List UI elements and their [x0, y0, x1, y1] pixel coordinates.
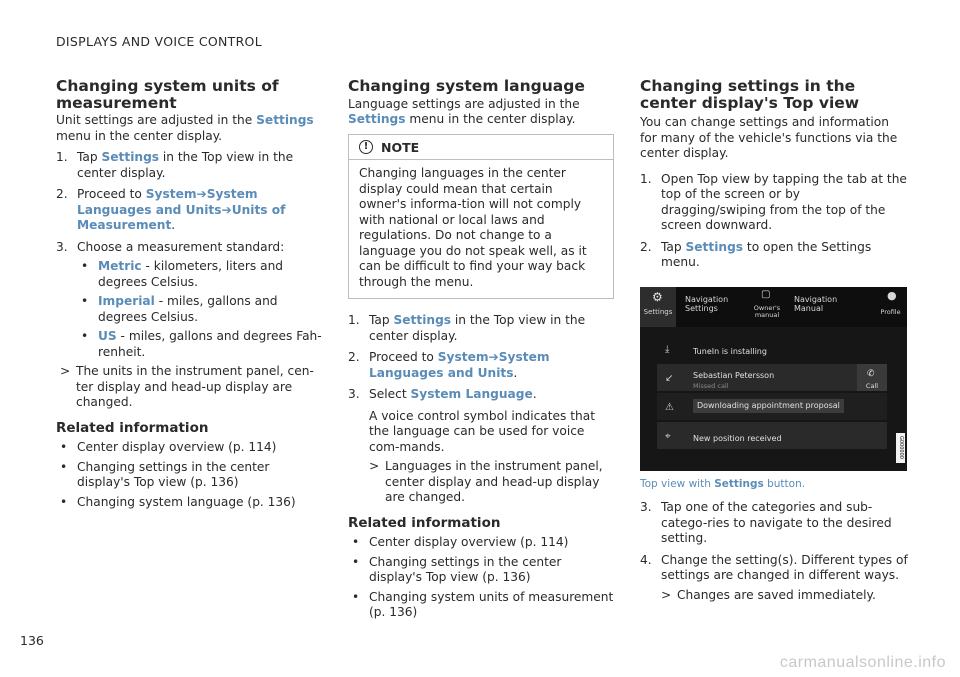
- note-box: [348, 134, 614, 300]
- section-top-view: [640, 78, 908, 603]
- info-icon: !: [359, 140, 373, 154]
- section-units: [56, 78, 326, 510]
- step-1: 1. Tap Settings in the Top view in the center display.: [348, 313, 586, 343]
- step-2: 2. Tap Settings to open the Settings menu.: [640, 239, 872, 269]
- notification-row[interactable]: ⤓ TuneIn is installing: [665, 343, 767, 356]
- option-imperial: • Imperial - miles, gallons and degrees Celsius.: [77, 294, 326, 325]
- section-language: [348, 78, 614, 621]
- note-title: NOTE: [381, 139, 420, 155]
- section-title: Changing settings in the center display's Top view: [640, 77, 860, 112]
- result: > Changes are saved immediately.: [661, 587, 876, 602]
- related-link[interactable]: • Center display overview (p. 114): [56, 440, 326, 456]
- notification-row[interactable]: ⚠ Downloading appointment proposal: [657, 393, 887, 420]
- tab-owners-manual[interactable]: ▢ Owner's manual: [753, 288, 781, 319]
- related-title: Related information: [348, 514, 501, 531]
- result: > The units in the instrument panel, cen-ter display and head-up display are changed.: [60, 364, 314, 409]
- section-title: Changing system units of measurement: [56, 77, 279, 112]
- step-1: 1. Tap Settings in the Top view in the center display.: [56, 150, 294, 180]
- settings-keyword: Settings: [256, 113, 314, 127]
- figure-code: G000000: [896, 433, 905, 463]
- top-view-tabs: [640, 287, 907, 327]
- step-3: 3. Select System Language. A voice control symbol indicates that the language can be used for voice com-mands. > Languages in the instrument panel, center display and head-up display are changed.: [348, 387, 614, 506]
- related-link[interactable]: • Changing system units of measurement (p. 136): [348, 590, 614, 621]
- related-link[interactable]: • Center display overview (p. 114): [348, 535, 614, 551]
- intro: Unit settings are adjusted in the Settings menu in the center display.: [56, 113, 314, 143]
- page-number: 136: [20, 633, 44, 648]
- figure-caption: Top view with Settings button.: [640, 477, 806, 490]
- arrow-icon: ➔: [196, 187, 207, 201]
- warning-icon: ⚠: [665, 401, 674, 413]
- center-display-screenshot: [640, 287, 907, 471]
- step-3: 3. Choose a measurement standard: • Metric - kilometers, liters and degrees Celsius. • Imperial - miles, gallons and degrees Celsius. • US - miles, gallons and degrees Fah-renheit.: [56, 240, 326, 361]
- related-link[interactable]: • Changing settings in the center display's Top view (p. 136): [56, 460, 326, 491]
- missed-call-icon: ↙: [665, 372, 674, 384]
- related-title: Related information: [56, 419, 209, 436]
- arrow-icon: ➔: [488, 350, 499, 364]
- watermark: carmanualsonline.info: [779, 654, 946, 671]
- result: > Languages in the instrument panel, center display and head-up display are changed.: [369, 459, 603, 504]
- tab-navigation-settings[interactable]: Navigation Settings: [685, 294, 729, 313]
- step-2: 2. Proceed to System➔System Languages and Units.: [348, 350, 550, 380]
- related-link[interactable]: • Changing system language (p. 136): [56, 495, 326, 511]
- arrow-icon: ➔: [221, 202, 232, 217]
- intro: Language settings are adjusted in the Settings menu in the center display.: [348, 96, 580, 126]
- tab-navigation-manual[interactable]: Navigation Manual: [794, 294, 838, 313]
- book-icon: ▢: [761, 288, 771, 300]
- related-link[interactable]: • Changing settings in the center display's Top view (p. 136): [348, 555, 614, 586]
- notification-row[interactable]: ↙ Sebastian Petersson Missed call ✆ Call: [657, 364, 887, 391]
- download-icon: ⤓: [665, 343, 670, 355]
- note-text: Changing languages in the center display could mean that certain owner's informa-tion will not comply with national or local laws and regulations. Do not change to a language you do not speak well, as it can be difficult to find your way back through the menu.: [359, 166, 587, 289]
- notification-row[interactable]: ⌖ New position received: [657, 422, 887, 449]
- tab-settings[interactable]: ⚙ Settings: [640, 287, 676, 327]
- call-button[interactable]: ✆ Call: [857, 364, 887, 391]
- option-us: • US - miles, gallons and degrees Fah-renheit.: [77, 329, 326, 360]
- position-icon: ⌖: [665, 430, 671, 442]
- gear-icon: ⚙: [652, 289, 663, 304]
- step-3: 3. Tap one of the categories and sub-catego-ries to navigate to the desired setting.: [640, 500, 892, 545]
- phone-icon: ✆: [867, 368, 875, 379]
- section-title: Changing system language: [348, 77, 585, 95]
- step-2: 2. Proceed to System➔System Languages and Units➔Units of Measurement.: [56, 187, 286, 232]
- step-1: 1. Open Top view by tapping the tab at the top of the screen or by dragging/swiping from the top of the screen downward.: [640, 171, 907, 232]
- tab-profile[interactable]: ● Profile: [880, 288, 901, 316]
- profile-icon: ●: [887, 288, 897, 302]
- page-header: DISPLAYS AND VOICE CONTROL: [56, 34, 262, 49]
- step-4: 4. Change the setting(s). Different types of settings are changed in different ways. > Changes are saved immediately.: [640, 552, 908, 602]
- intro: You can change settings and information for many of the vehicle's functions via the center display.: [640, 115, 898, 160]
- option-metric: • Metric - kilometers, liters and degrees Celsius.: [77, 259, 326, 290]
